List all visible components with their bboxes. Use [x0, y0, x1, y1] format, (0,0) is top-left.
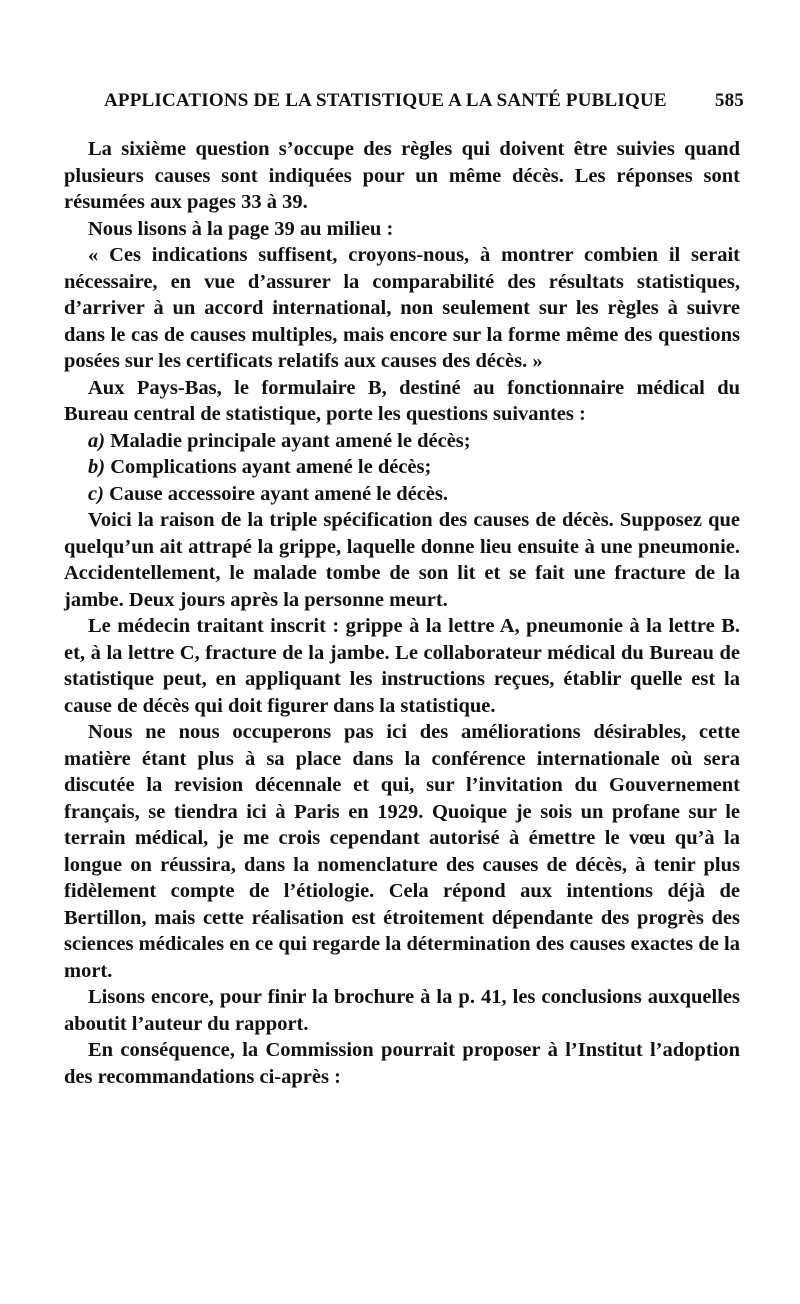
- paragraph: Nous ne nous occuperons pas ici des améliorations désirables, cette matière étant plus à sa place dans la conférence internationale où sera discutée la revision décennale et qui, sur l’invitation du Gouvernement français, se tiendra ici à Paris en 1929. Quoique je sois un profane sur le terrain médical, je me crois cependant autorisé à émettre le vœu qu’à la longue on réussira, dans la nomenclature des causes de décès, à tenir plus fidèlement compte de l’étiologie. Cela répond aux intentions déjà de Bertillon, mais cette réalisation est étroitement dépendante des progrès des sciences médicales en ce qui regarde la détermination des causes exactes de la mort.: [64, 721, 740, 982]
- page-number: 585: [714, 90, 744, 111]
- list-item-text: Cause accessoire ayant amené le décès.: [109, 482, 448, 505]
- quote-paragraph: « Ces indications suffisent, croyons-nous, à montrer combien il serait nécessaire, en vue d’assurer la comparabilité des résultats statistiques, d’arriver à un accord international, non seulement sur les règles à suivre dans le cas de causes multiples, mais encore sur la forme même des questions posées sur les certificats relatifs aux causes des décès. »: [64, 244, 740, 372]
- page-body: [64, 136, 740, 1090]
- list-item: [64, 428, 740, 455]
- list-item: [64, 481, 740, 508]
- paragraph: En conséquence, la Commission pourrait proposer à l’Institut l’adoption des recommandations ci-après :: [64, 1039, 740, 1088]
- list-item-letter: a): [88, 429, 106, 452]
- running-header: [104, 90, 744, 116]
- paragraph: Nous lisons à la page 39 au milieu :: [88, 217, 394, 240]
- list-item-text: Complications ayant amené le décès;: [110, 456, 432, 478]
- header-title: APPLICATIONS DE LA STATISTIQUE A LA SANTÉ PUBLIQUE: [104, 90, 667, 111]
- list-item-letter: b): [88, 456, 106, 478]
- paragraph: Le médecin traitant inscrit : grippe à la lettre A, pneumonie à la lettre B. et, à la lettre C, fracture de la jambe. Le collaborateur médical du Bureau de statistique peut, en appliquant les instructions reçues, établir quelle est la cause de décès qui doit figurer dans la statistique.: [64, 615, 740, 717]
- paragraph: Voici la raison de la triple spécification des causes de décès. Supposez que quelqu’un ait attrapé la grippe, laquelle donne lieu ensuite à une pneumonie. Accidentellement, le malade tombe de son lit et se fait une fracture de la jambe. Deux jours après la personne meurt.: [64, 509, 740, 611]
- list-item-letter: c): [88, 482, 104, 505]
- paragraph: Aux Pays-Bas, le formulaire B, destiné au fonctionnaire médical du Bureau central de statistique, porte les questions suivantes :: [64, 376, 740, 425]
- list-item: [64, 454, 740, 481]
- paragraph: Lisons encore, pour finir la brochure à la p. 41, les conclusions auxquelles aboutit l’auteur du rapport.: [64, 986, 740, 1035]
- paragraph: La sixième question s’occupe des règles qui doivent être suivies quand plusieurs causes sont indiquées pour un même décès. Les réponses sont résumées aux pages 33 à 39.: [64, 138, 740, 213]
- list-item-text: Maladie principale ayant amené le décès;: [110, 429, 471, 452]
